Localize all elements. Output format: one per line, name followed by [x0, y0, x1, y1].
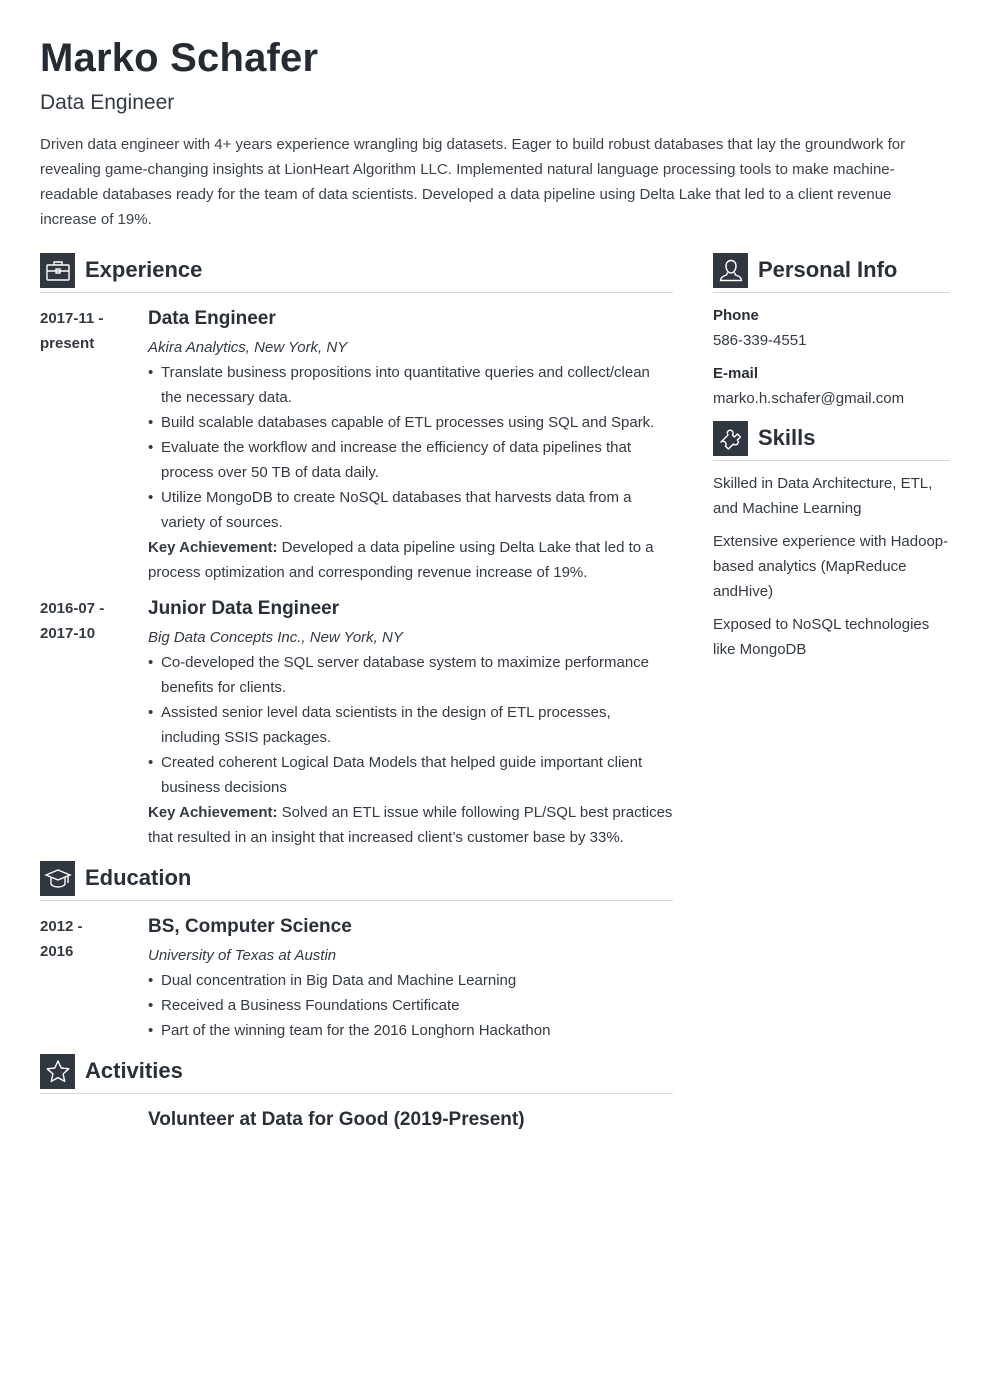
activity-entry [40, 1107, 673, 1132]
job-company: Big Data Concepts Inc., New York, NY [148, 629, 403, 646]
key-achievement-text: Solved an ETL issue while following PL/SQL best practices that resulted in an insight that increased client’s customer base by 33%. [148, 804, 673, 846]
skill-item: Extensive experience with Hadoop-based analytics (MapReduce andHive) [713, 533, 949, 600]
activities-heading: Activities [85, 1058, 183, 1083]
personal-info-block [713, 303, 950, 411]
job-date-start: 2016-07 - [40, 600, 105, 617]
job-duty: • Created coherent Logical Data Models that helped guide important client business decisions [148, 750, 673, 800]
skills-heading: Skills [758, 425, 816, 450]
education-dates [40, 914, 140, 964]
puzzle-piece-icon [713, 421, 748, 456]
candidate-title: Data Engineer [40, 91, 175, 114]
skill-item: Exposed to NoSQL technologies like MongoDB [713, 616, 930, 658]
email-value: marko.h.schafer@gmail.com [713, 390, 905, 407]
education-detail: • Dual concentration in Big Data and Machine Learning [148, 968, 673, 993]
key-achievement [148, 535, 673, 585]
key-achievement [148, 800, 673, 850]
job-date-start: 2017-11 - [40, 310, 104, 327]
personal-info-section-header [713, 253, 950, 293]
star-icon [40, 1054, 75, 1089]
sidebar-column [713, 253, 950, 670]
job-duty: • Co-developed the SQL server database system to maximize performance benefits for clients. [148, 650, 673, 700]
activities-section-header [40, 1054, 673, 1094]
job-duty: • Evaluate the workflow and increase the efficiency of data pipelines that process over 50 TB of data daily. [148, 435, 673, 485]
job-company: Akira Analytics, New York, NY [148, 339, 348, 356]
experience-entry [40, 596, 673, 850]
job-date-end: 2017-10 [40, 625, 96, 642]
key-achievement-label: Key Achievement: [148, 804, 278, 821]
education-date-start: 2012 - [40, 918, 83, 935]
education-entry [40, 914, 673, 1043]
briefcase-icon [40, 253, 75, 288]
job-duty: • Build scalable databases capable of ETL processes using SQL and Spark. [148, 410, 673, 435]
skills-list [713, 471, 950, 662]
phone-value: 586-339-4551 [713, 332, 807, 349]
job-duties-list [148, 360, 673, 535]
job-date-end: present [40, 335, 95, 352]
experience-section-header [40, 253, 673, 293]
education-date-end: 2016 [40, 943, 74, 960]
key-achievement-text: Developed a data pipeline using Delta Lake that led to a process optimization and corresponding revenue increase of 19%. [148, 539, 654, 581]
key-achievement-label: Key Achievement: [148, 539, 278, 556]
activity-title: Volunteer at Data for Good (2019-Present) [148, 1109, 525, 1130]
education-detail: • Part of the winning team for the 2016 Longhorn Hackathon [148, 1018, 673, 1043]
skill-item: Skilled in Data Architecture, ETL, and Machine Learning [713, 475, 933, 517]
experience-entry [40, 306, 673, 585]
skills-section-header [713, 421, 950, 461]
email-label: E-mail [713, 365, 759, 382]
school-name: University of Texas at Austin [148, 947, 337, 964]
education-detail: • Received a Business Foundations Certificate [148, 993, 673, 1018]
personal-info-heading: Personal Info [758, 257, 898, 282]
job-dates [40, 596, 140, 646]
education-heading: Education [85, 865, 192, 890]
person-icon [713, 253, 748, 288]
experience-heading: Experience [85, 257, 203, 282]
job-dates [40, 306, 140, 356]
job-title: Data Engineer [148, 308, 276, 329]
education-details-list [148, 968, 673, 1043]
job-duty: • Translate business propositions into quantitative queries and collect/clean the necessary data. [148, 360, 673, 410]
degree-title: BS, Computer Science [148, 916, 352, 937]
job-duties-list [148, 650, 673, 800]
graduation-cap-icon [40, 861, 75, 896]
job-duty: • Utilize MongoDB to create NoSQL databases that harvests data from a variety of sources. [148, 485, 673, 535]
education-section-header [40, 861, 673, 901]
job-duty: • Assisted senior level data scientists in the design of ETL processes, including SSIS packages. [148, 700, 673, 750]
job-title: Junior Data Engineer [148, 598, 340, 619]
candidate-name: Marko Schafer [40, 36, 319, 80]
phone-label: Phone [713, 307, 759, 324]
profile-summary: Driven data engineer with 4+ years experience wrangling big datasets. Eager to build robust databases that lay the groundwork for revealing game-changing insights at LionHeart Algorithm LLC. Implemented natural language processing tools to make machine-readable databases ready for the team of data scientists. Developed a data pipeline using Delta Lake that led to a client revenue increase of 19%. [40, 136, 906, 228]
main-column [40, 253, 673, 1132]
